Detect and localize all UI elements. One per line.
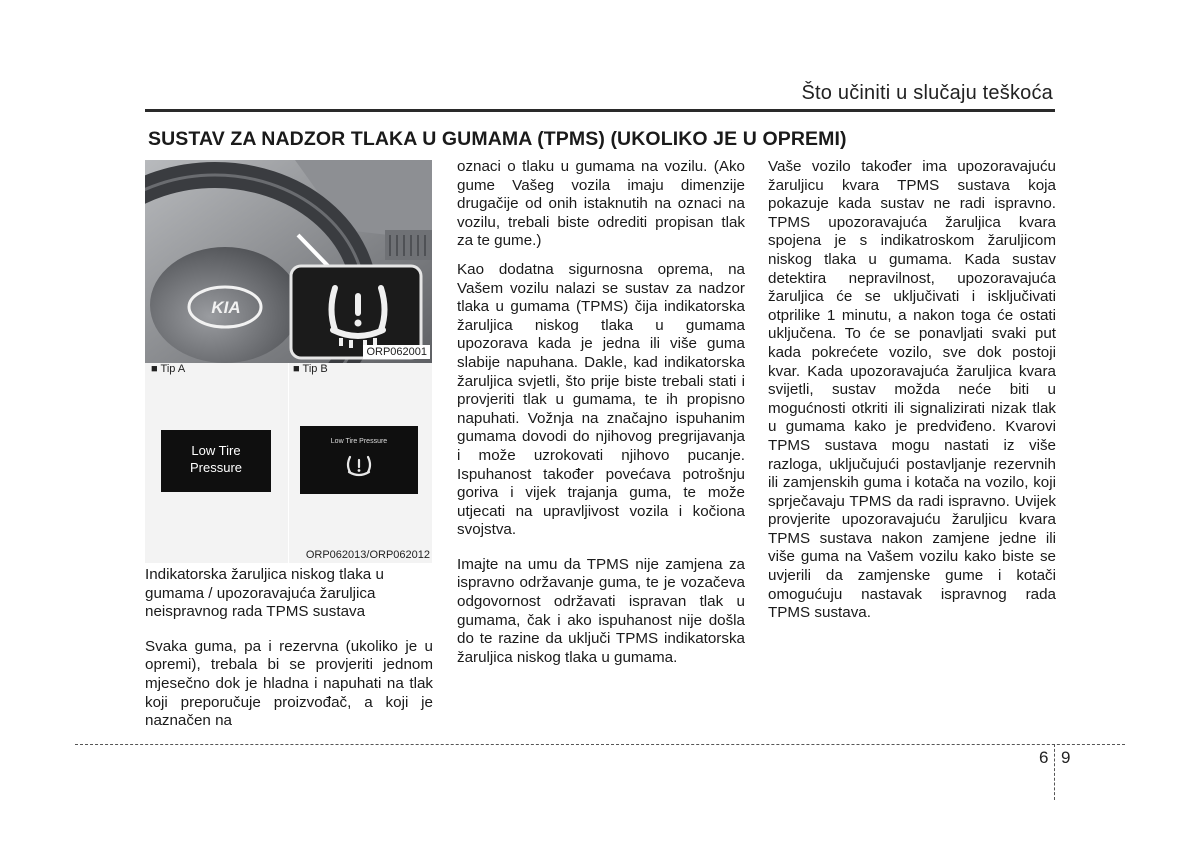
page-number-divider: [1054, 744, 1055, 800]
page-number: 9: [1061, 748, 1071, 767]
paragraph: oznaci o tlaku u gumama na vozilu. (Ako gume Vašeg vozila imaju dimenzije drugačije od onih istaknutih na oznaci na vozilu, trebali biste odrediti propisan tlak za te gume.): [457, 158, 745, 250]
tip-b-text: Low Tire Pressure: [330, 438, 388, 445]
tip-b-label: ■ Tip B: [293, 363, 328, 375]
column-2: [457, 158, 745, 677]
dashboard-figure: [145, 160, 432, 363]
tip-a-line2: Pressure: [189, 460, 243, 475]
chapter-title: Što učiniti u slučaju teškoća: [801, 82, 1053, 104]
figure-caption: Indikatorska žaruljica niskog tlaka u gumama / upozoravajuća žaruljica neispravnog rada TPMS sustava: [145, 566, 384, 621]
figure-code: ORP062013/ORP062012: [305, 549, 430, 561]
header-divider: [145, 109, 1055, 112]
paragraph: Kao dodatna sigurnosna oprema, na Vašem vozilu nalazi se sustav za nadzor tlaka u gumama (TPMS) čija indikatorska žaruljica niskog tlaka u gumama upozorava kada je jedna ili više guma slabije napuhana. Dakle, kad indikatorska žaruljica svjetli, što prije biste trebali stati i provjeriti tlak u gumama, te ih propisno napuhati. Vožnja na značajno ispuhanim gumama dovodi do njihovog pregrijavanja i može uzrokovati njihovo pucanje. Ispuhanost također povećava potrošnju goriva i vijek trajanja guma, te može utjecati na upravljivost vozila i kočiona svojstva.: [457, 260, 745, 539]
section-title: SUSTAV ZA NADZOR TLAKA U GUMAMA (TPMS) (UKOLIKO JE U OPREMI): [148, 128, 847, 150]
dashboard-illustration: [145, 160, 432, 363]
cluster-figure: [145, 363, 432, 563]
tip-b-display: [300, 426, 418, 494]
figure-code: ORP062001: [363, 345, 430, 359]
tpms-small-icon: [344, 454, 374, 480]
tip-a-label: ■ Tip A: [151, 363, 186, 375]
paragraph: Vaše vozilo također ima upozoravajuću žaruljicu kvara TPMS sustava koja pokazuje kada sustav ne radi ispravno. TPMS upozoravajuća žaruljica kvara spojena je s indikatroskom žaruljicom niskog tlaka u gumama. Kada sustav detektira nepravilnost, upozoravajuća žaruljica će se uključivati i isključivati otprilike 1 minutu, a nakon toga će ostati uključena. To će se ponavljati svaki put kada pokrećete vozilo, sve dok postoji kvar. Kada upozoravajuća žaruljica kvara svijetli, sustav možda neće biti u mogućnosti otkriti ili signalizirati nizak tlak u gumama kako je predviđeno. Kvarovi TPMS sustava mogu nastati iz više razloga, uključujući postavljanje rezervnih ili zamjenskih guma i kotača na vozilo, koji sprječavaju TPMS da radi ispravno. Uvijek provjerite upozoravajuću žaruljicu kvara TPMS sustava nakon zamjene jedne ili više guma na Vašem vozilu kako biste se uvjerili da zamjenske gume i kotači omogućuju nastavak ispravnog rada TPMS sustava.: [768, 158, 1056, 622]
column-3: [768, 158, 1056, 633]
tip-a-display: [161, 430, 271, 492]
figure-divider: [288, 363, 289, 563]
page-chapter: 6: [1039, 748, 1049, 767]
kia-logo: KIA: [211, 298, 241, 317]
paragraph: Imajte na umu da TPMS nije zamjena za ispravno održavanje guma, te je vozačeva odgovornost održavati ispravan tlak u gumama, čak i ako ispuhanost nije došla do te razine da uključi TPMS indikatorska žaruljica niskog tlaka u gumama.: [457, 555, 745, 666]
tip-a-line1: Low Tire: [191, 443, 241, 458]
paragraph: Svaka guma, pa i rezervna (ukoliko je u opremi), trebala bi se provjeriti jednom mjesečno dok je hladna i napuhati na tlak koji preporučuje proizvođač, a koji je naznačen na: [145, 637, 433, 730]
column-1: [145, 566, 433, 741]
footer-divider: [75, 744, 1125, 745]
